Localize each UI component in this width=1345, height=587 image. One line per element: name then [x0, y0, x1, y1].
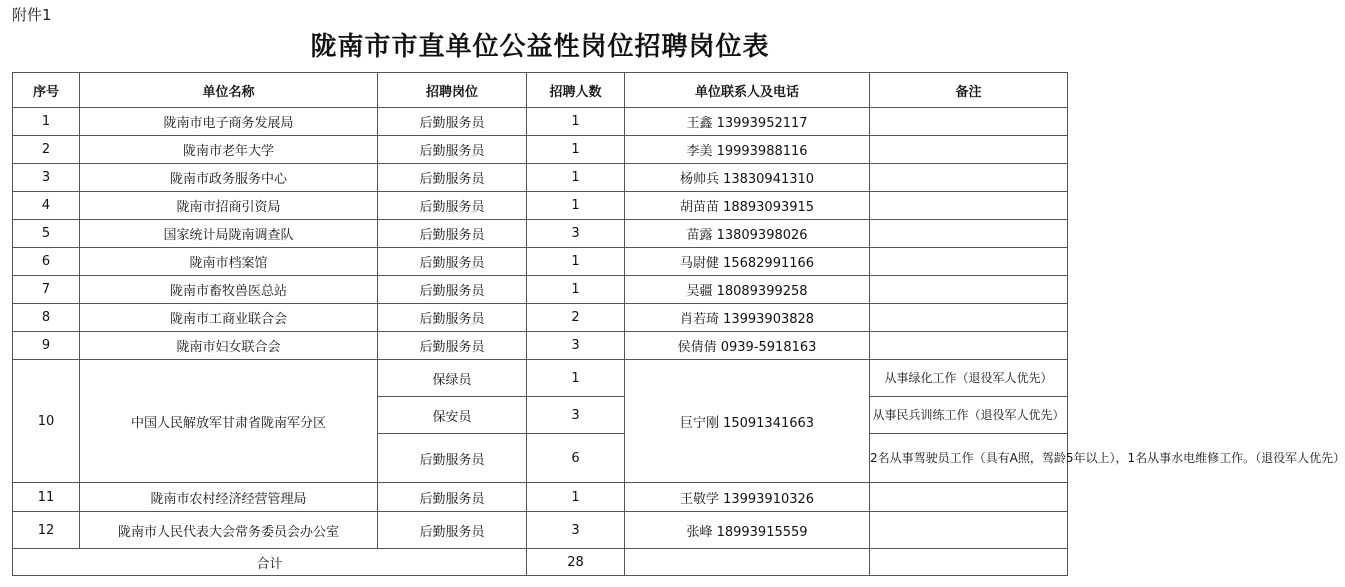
cell-no: 9 [13, 332, 80, 360]
cell-no: 6 [13, 248, 80, 276]
cell-note [870, 136, 1068, 164]
table-row [13, 304, 1068, 332]
cell-contact: 马尉健 15682991166 [625, 248, 870, 276]
cell-unit: 中国人民解放军甘肃省陇南军分区 [80, 360, 378, 483]
cell-no: 2 [13, 136, 80, 164]
cell-contact: 王鑫 13993952117 [625, 108, 870, 136]
cell-contact: 王敬学 13993910326 [625, 483, 870, 512]
cell-count: 2 [527, 304, 625, 332]
header-contact: 单位联系人及电话 [625, 73, 870, 108]
header-post: 招聘岗位 [378, 73, 527, 108]
cell-unit: 陇南市老年大学 [80, 136, 378, 164]
cell-count: 1 [527, 360, 625, 397]
cell-contact: 胡苗苗 18893093915 [625, 192, 870, 220]
recruitment-table [12, 72, 1345, 576]
cell-post: 后勤服务员 [378, 332, 527, 360]
table-row [13, 483, 1068, 512]
cell-count: 3 [527, 397, 625, 434]
cell-no: 7 [13, 276, 80, 304]
cell-unit: 陇南市畜牧兽医总站 [80, 276, 378, 304]
cell-count: 1 [527, 483, 625, 512]
cell-note [870, 164, 1068, 192]
cell-count: 1 [527, 276, 625, 304]
total-note-empty [870, 549, 1068, 576]
cell-post: 后勤服务员 [378, 192, 527, 220]
cell-unit: 陇南市政务服务中心 [80, 164, 378, 192]
cell-count: 6 [527, 434, 625, 483]
cell-no: 11 [13, 483, 80, 512]
cell-contact: 吴疆 18089399258 [625, 276, 870, 304]
cell-post: 保绿员 [378, 360, 527, 397]
total-label: 合计 [13, 549, 527, 576]
total-row [13, 549, 1068, 576]
cell-note [870, 192, 1068, 220]
cell-note [870, 276, 1068, 304]
header-unit: 单位名称 [80, 73, 378, 108]
cell-unit: 陇南市工商业联合会 [80, 304, 378, 332]
cell-no: 12 [13, 512, 80, 549]
cell-contact: 苗露 13809398026 [625, 220, 870, 248]
cell-note [870, 483, 1068, 512]
total-contact-empty [625, 549, 870, 576]
table-row [13, 136, 1068, 164]
cell-note: 从事民兵训练工作（退役军人优先） [870, 397, 1068, 434]
cell-unit: 陇南市人民代表大会常务委员会办公室 [80, 512, 378, 549]
cell-post: 后勤服务员 [378, 220, 527, 248]
cell-note [870, 332, 1068, 360]
cell-no: 8 [13, 304, 80, 332]
header-note: 备注 [870, 73, 1068, 108]
cell-note [870, 248, 1068, 276]
cell-unit: 陇南市电子商务发展局 [80, 108, 378, 136]
cell-contact: 张峰 18993915559 [625, 512, 870, 549]
cell-no: 4 [13, 192, 80, 220]
page-title: 陇南市市直单位公益性岗位招聘岗位表 [310, 32, 770, 62]
cell-count: 3 [527, 512, 625, 549]
cell-count: 1 [527, 192, 625, 220]
header-no: 序号 [13, 73, 80, 108]
cell-post: 后勤服务员 [378, 304, 527, 332]
cell-no: 5 [13, 220, 80, 248]
cell-post: 后勤服务员 [378, 248, 527, 276]
cell-unit: 陇南市妇女联合会 [80, 332, 378, 360]
cell-post: 后勤服务员 [378, 512, 527, 549]
cell-count: 1 [527, 108, 625, 136]
cell-no: 3 [13, 164, 80, 192]
cell-count: 1 [527, 248, 625, 276]
cell-post: 后勤服务员 [378, 483, 527, 512]
cell-note [870, 220, 1068, 248]
cell-contact: 巨宁刚 15091341663 [625, 360, 870, 483]
cell-unit: 陇南市档案馆 [80, 248, 378, 276]
cell-note [870, 108, 1068, 136]
cell-no: 10 [13, 360, 80, 483]
cell-count: 1 [527, 164, 625, 192]
cell-count: 3 [527, 332, 625, 360]
cell-count: 1 [527, 136, 625, 164]
total-count: 28 [527, 549, 625, 576]
header-count: 招聘人数 [527, 73, 625, 108]
cell-note: 2名从事驾驶员工作（具有A照，驾龄5年以上），1名从事水电维修工作。（退役军人优先） [870, 434, 1068, 483]
cell-unit: 陇南市招商引资局 [80, 192, 378, 220]
cell-contact: 肖若琦 13993903828 [625, 304, 870, 332]
cell-note [870, 512, 1068, 549]
table-row [13, 360, 1068, 397]
cell-note [870, 304, 1068, 332]
cell-contact: 侯倩倩 0939-5918163 [625, 332, 870, 360]
table-row [13, 220, 1068, 248]
cell-post: 保安员 [378, 397, 527, 434]
cell-no: 1 [13, 108, 80, 136]
cell-post: 后勤服务员 [378, 136, 527, 164]
cell-contact: 李美 19993988116 [625, 136, 870, 164]
cell-post: 后勤服务员 [378, 276, 527, 304]
table-row [13, 164, 1068, 192]
cell-unit: 国家统计局陇南调查队 [80, 220, 378, 248]
cell-post: 后勤服务员 [378, 434, 527, 483]
cell-post: 后勤服务员 [378, 164, 527, 192]
cell-note: 从事绿化工作（退役军人优先） [870, 360, 1068, 397]
cell-contact: 杨帅兵 13830941310 [625, 164, 870, 192]
table-row [13, 512, 1068, 549]
attachment-label: 附件1 [12, 6, 52, 24]
table-row [13, 248, 1068, 276]
table-row [13, 332, 1068, 360]
table-row [13, 192, 1068, 220]
cell-count: 3 [527, 220, 625, 248]
table-row [13, 108, 1068, 136]
table-header-row [13, 73, 1068, 108]
cell-unit: 陇南市农村经济经营管理局 [80, 483, 378, 512]
cell-post: 后勤服务员 [378, 108, 527, 136]
table-row [13, 276, 1068, 304]
